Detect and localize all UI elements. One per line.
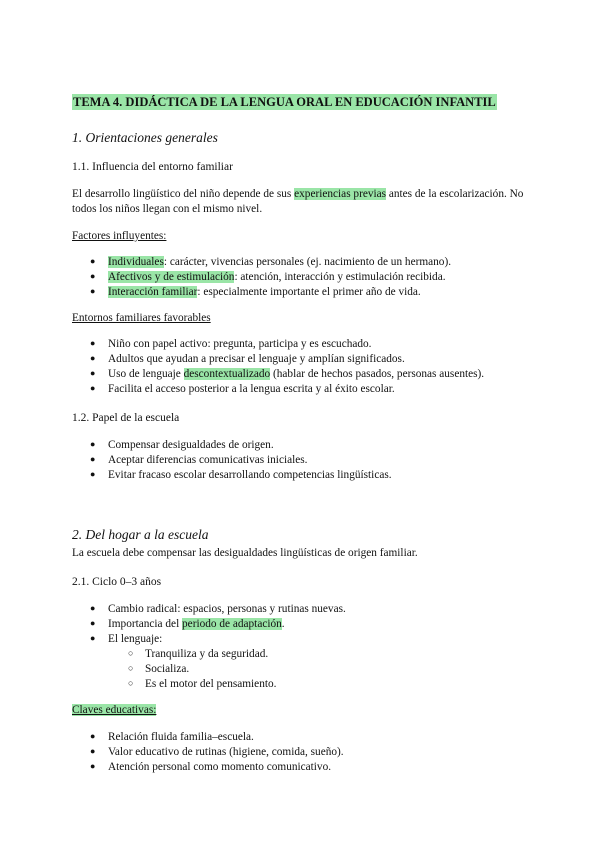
bullet-icon: ●	[90, 353, 96, 363]
bullet-icon: ●	[90, 256, 96, 266]
bullet-icon: ●	[90, 286, 96, 296]
list-item: ● Facilita el acceso posterior a la lengua escrita y al éxito escolar.	[90, 383, 395, 395]
factores-label: Factores influyentes:	[72, 230, 167, 242]
hollow-bullet-icon: ○	[128, 663, 134, 673]
section-1-2-heading: 1.2. Papel de la escuela	[72, 412, 180, 424]
bullet-icon: ●	[90, 368, 96, 378]
bullet-icon: ●	[90, 271, 96, 281]
bullet-icon: ●	[90, 746, 96, 756]
bullet-icon: ●	[90, 454, 96, 464]
list-item: ● Interacción familiar: especialmente importante el primer año de vida.	[90, 286, 421, 298]
paragraph-line: El desarrollo lingüístico del niño depende de sus experiencias previas antes de la escolarización. No	[72, 188, 524, 200]
highlight: periodo de adaptación	[182, 618, 282, 630]
list-item: ● Importancia del periodo de adaptación.	[90, 618, 285, 630]
list-item: ● El lenguaje:	[90, 633, 163, 645]
list-item: ● Adultos que ayudan a precisar el lenguaje y amplían significados.	[90, 353, 405, 365]
list-item: ● Individuales: carácter, vivencias personales (ej. nacimiento de un hermano).	[90, 256, 452, 268]
section-2-intro: La escuela debe compensar las desigualdades lingüísticas de origen familiar.	[72, 547, 418, 559]
hollow-bullet-icon: ○	[128, 648, 134, 658]
highlight: Individuales	[108, 256, 164, 268]
list-item: ● Aceptar diferencias comunicativas iniciales.	[90, 454, 308, 466]
highlight: Claves educativas:	[72, 704, 157, 716]
entornos-label: Entornos familiares favorables	[72, 312, 211, 324]
bullet-icon: ●	[90, 383, 96, 393]
bullet-icon: ●	[90, 633, 96, 643]
highlight: experiencias previas	[294, 188, 387, 200]
document-title: TEMA 4. DIDÁCTICA DE LA LENGUA ORAL EN EDUCACIÓN INFANTIL	[73, 95, 496, 109]
section-2-heading: 2. Del hogar a la escuela	[72, 527, 209, 542]
sub-list-item: ○ Tranquiliza y da seguridad.	[128, 648, 269, 660]
list-item: ● Compensar desigualdades de origen.	[90, 439, 274, 451]
section-1-heading: 1. Orientaciones generales	[72, 130, 218, 145]
bullet-icon: ●	[90, 338, 96, 348]
list-item: ● Evitar fracaso escolar desarrollando competencias lingüísticas.	[90, 469, 392, 481]
list-item: ● Afectivos y de estimulación: atención, interacción y estimulación recibida.	[90, 271, 446, 283]
list-item: ● Uso de lenguaje descontextualizado (hablar de hechos pasados, personas ausentes).	[90, 368, 485, 380]
paragraph-line: todos los niños llegan con el mismo nivel.	[72, 203, 263, 215]
highlight: descontextualizado	[183, 368, 271, 380]
list-item: ● Cambio radical: espacios, personas y rutinas nuevas.	[90, 603, 346, 615]
bullet-icon: ●	[90, 731, 96, 741]
list-item: ● Atención personal como momento comunicativo.	[90, 761, 332, 773]
hollow-bullet-icon: ○	[128, 678, 134, 688]
sub-list-item: ○ Es el motor del pensamiento.	[128, 678, 277, 690]
claves-label	[72, 703, 156, 718]
list-item: ● Valor educativo de rutinas (higiene, comida, sueño).	[90, 746, 344, 758]
list-item: ● Relación fluida familia–escuela.	[90, 731, 254, 743]
bullet-icon: ●	[90, 469, 96, 479]
section-2-1-heading: 2.1. Ciclo 0–3 años	[72, 576, 162, 588]
bullet-icon: ●	[90, 761, 96, 771]
section-1-1-heading: 1.1. Influencia del entorno familiar	[72, 161, 233, 173]
bullet-icon: ●	[90, 439, 96, 449]
highlight: Interacción familiar	[108, 286, 198, 298]
sub-list-item: ○ Socializa.	[128, 663, 190, 675]
list-item: ● Niño con papel activo: pregunta, participa y es escuchado.	[90, 338, 372, 350]
highlight: Afectivos y de estimulación	[108, 271, 235, 283]
bullet-icon: ●	[90, 603, 96, 613]
bullet-icon: ●	[90, 618, 96, 628]
